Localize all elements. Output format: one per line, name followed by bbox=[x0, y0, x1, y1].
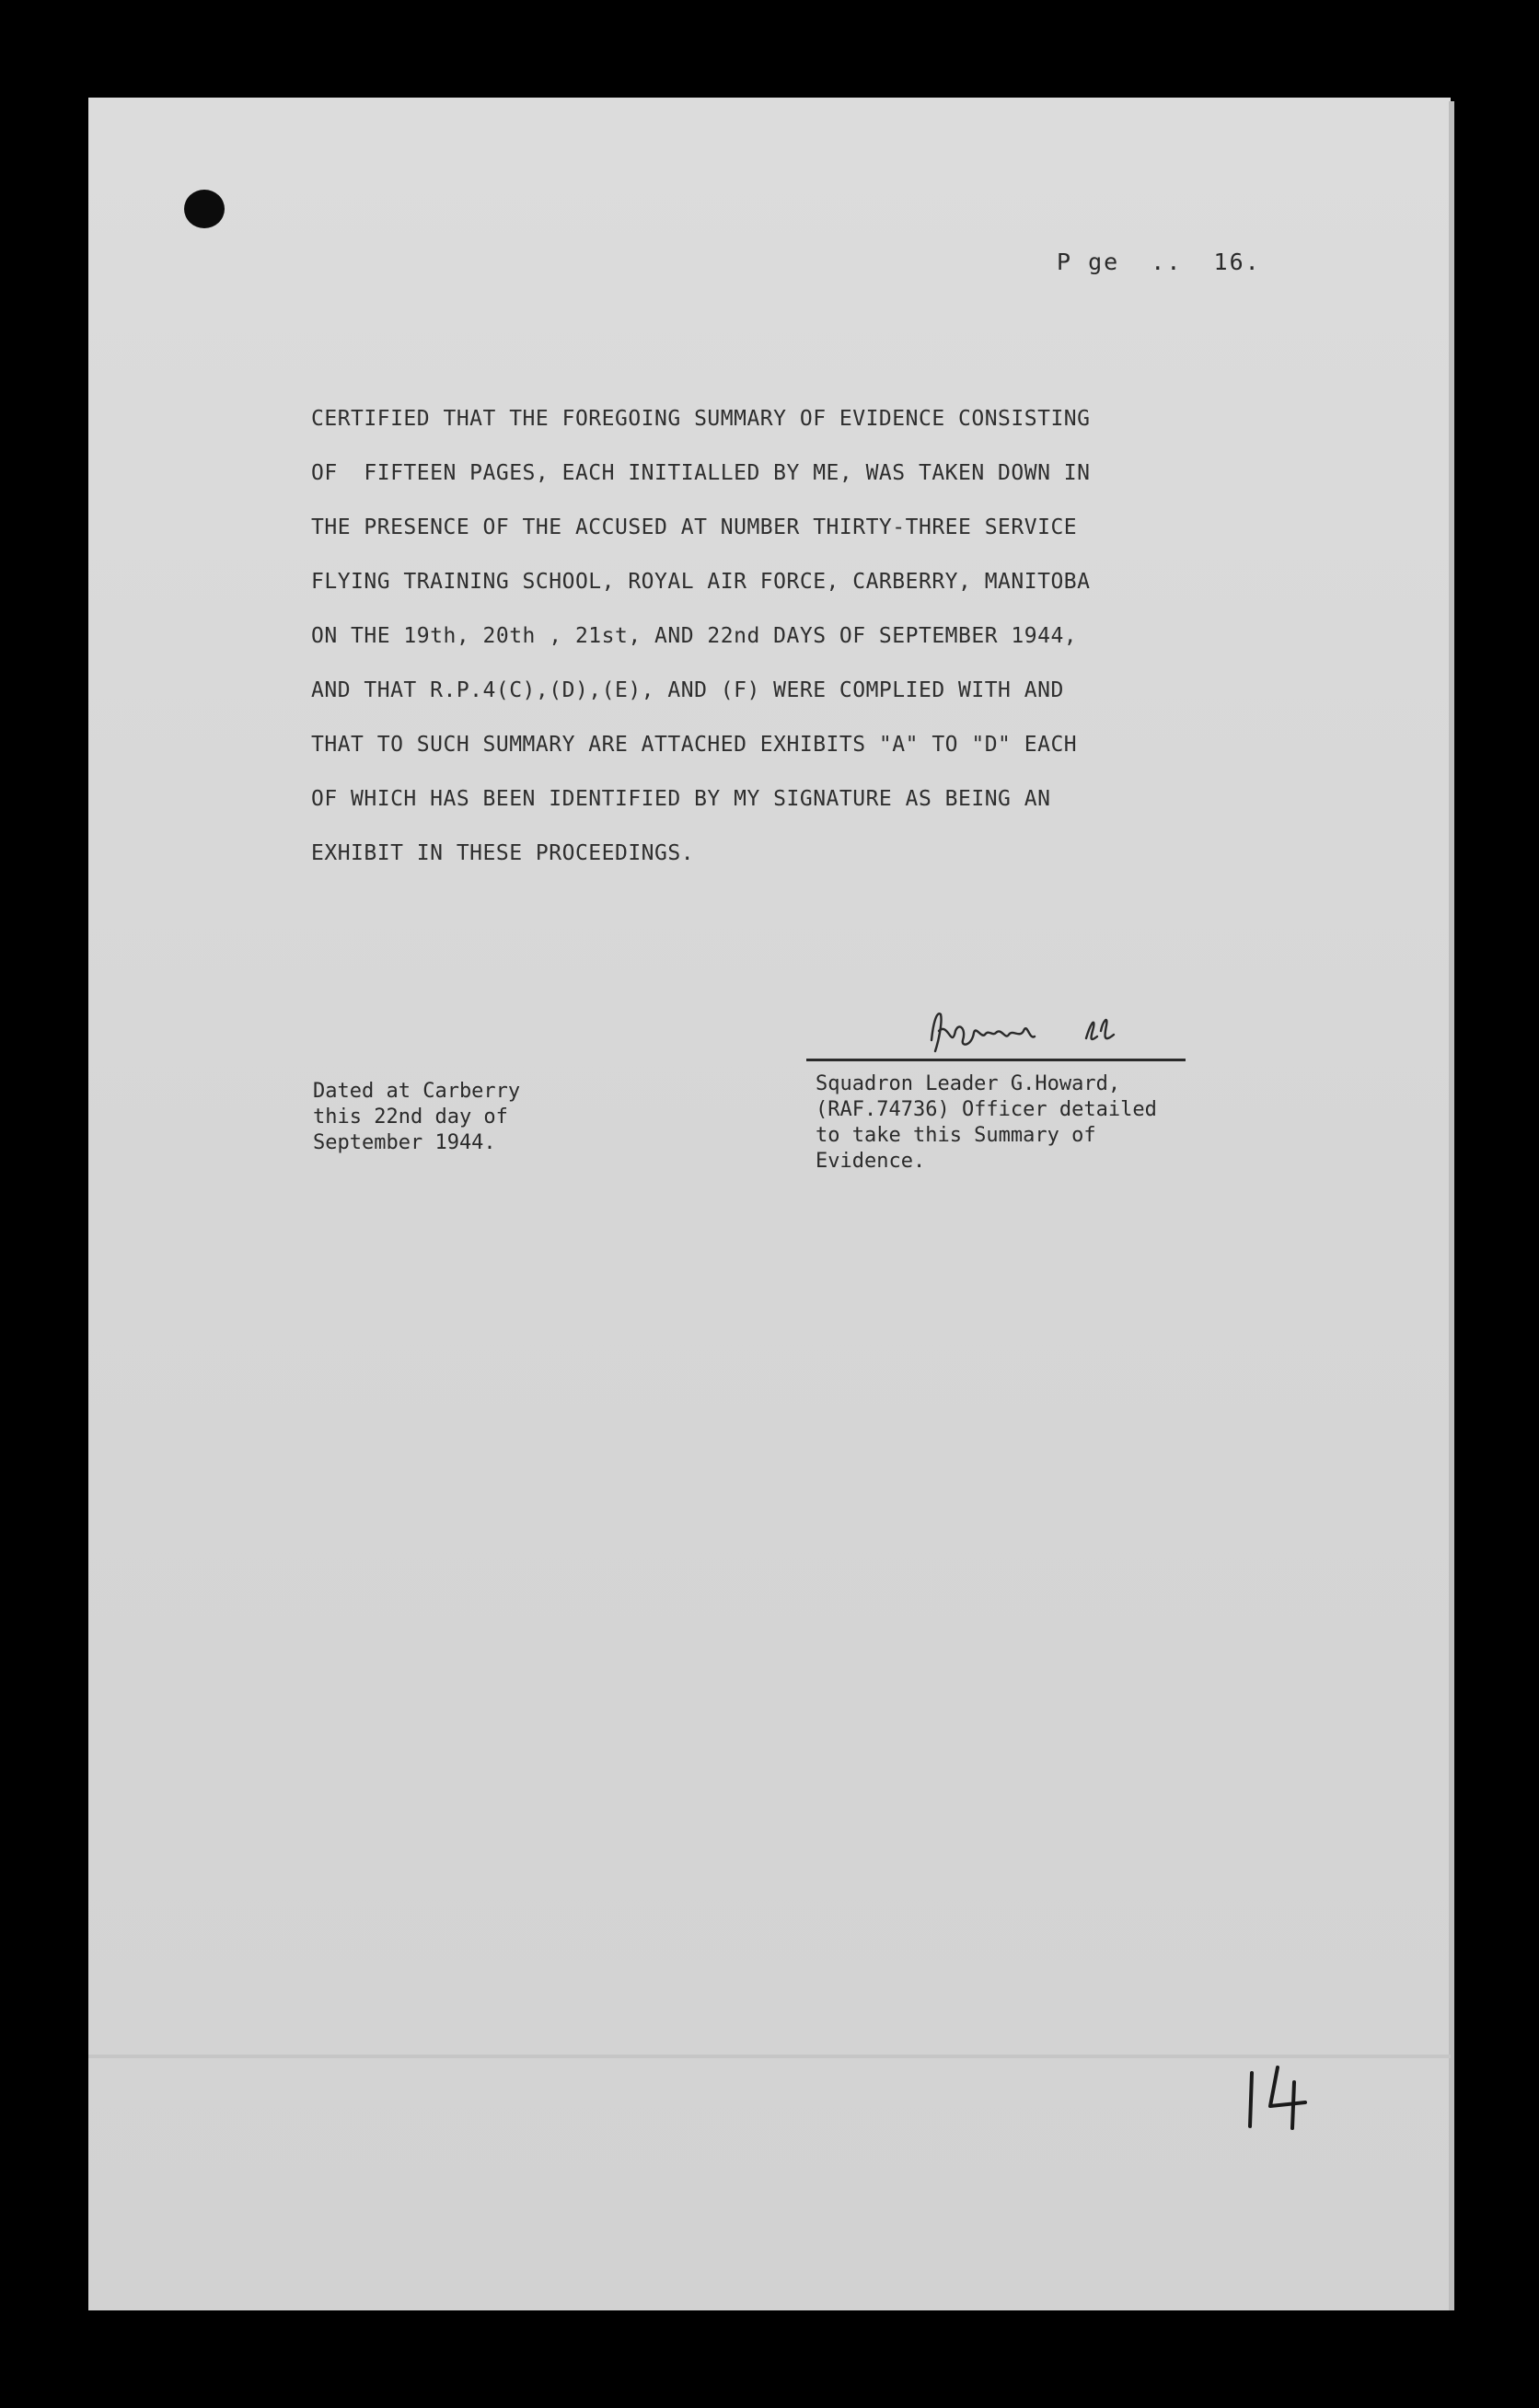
signature-text: GHoward SL bbox=[920, 994, 927, 995]
certificate-line: THE PRESENCE OF THE ACCUSED AT NUMBER THIRTY-THREE SERVICE bbox=[311, 515, 1078, 539]
certificate-line: CERTIFIED THAT THE FOREGOING SUMMARY OF EVIDENCE CONSISTING bbox=[311, 407, 1091, 431]
officer-block bbox=[816, 1071, 1157, 1175]
officer-line: Evidence. bbox=[816, 1150, 926, 1173]
dated-line: September 1944. bbox=[313, 1131, 496, 1154]
certificate-line: AND THAT R.P.4(C),(D),(E), AND (F) WERE COMPLIED WITH AND bbox=[311, 678, 1064, 702]
certificate-paragraph bbox=[311, 405, 1232, 894]
punch-hole bbox=[184, 190, 225, 228]
handwritten-signature bbox=[920, 994, 1197, 1068]
certificate-line: ON THE 19th, 20th , 21st, AND 22nd DAYS OF SEPTEMBER 1944, bbox=[311, 624, 1078, 648]
certificate-line: OF FIFTEEN PAGES, EACH INITIALLED BY ME, WAS TAKEN DOWN IN bbox=[311, 461, 1091, 485]
officer-line: (RAF.74736) Officer detailed bbox=[816, 1098, 1157, 1121]
page-edge bbox=[1449, 101, 1454, 2310]
certificate-line: EXHIBIT IN THESE PROCEEDINGS. bbox=[311, 841, 695, 865]
officer-line: to take this Summary of bbox=[816, 1124, 1096, 1147]
signature-rule bbox=[806, 1059, 1186, 1061]
certificate-line: FLYING TRAINING SCHOOL, ROYAL AIR FORCE, CARBERRY, MANITOBA bbox=[311, 570, 1091, 594]
dated-line: Dated at Carberry bbox=[313, 1080, 521, 1103]
certificate-line: THAT TO SUCH SUMMARY ARE ATTACHED EXHIBITS "A" TO "D" EACH bbox=[311, 733, 1078, 757]
dated-block bbox=[313, 1079, 520, 1156]
certificate-line: OF WHICH HAS BEEN IDENTIFIED BY MY SIGNATURE AS BEING AN bbox=[311, 787, 1051, 811]
dated-line: this 22nd day of bbox=[313, 1106, 508, 1129]
page-number: P ge .. 16. bbox=[1057, 249, 1261, 275]
handwritten-archive-number bbox=[1241, 2055, 1324, 2137]
officer-line: Squadron Leader G.Howard, bbox=[816, 1072, 1121, 1095]
